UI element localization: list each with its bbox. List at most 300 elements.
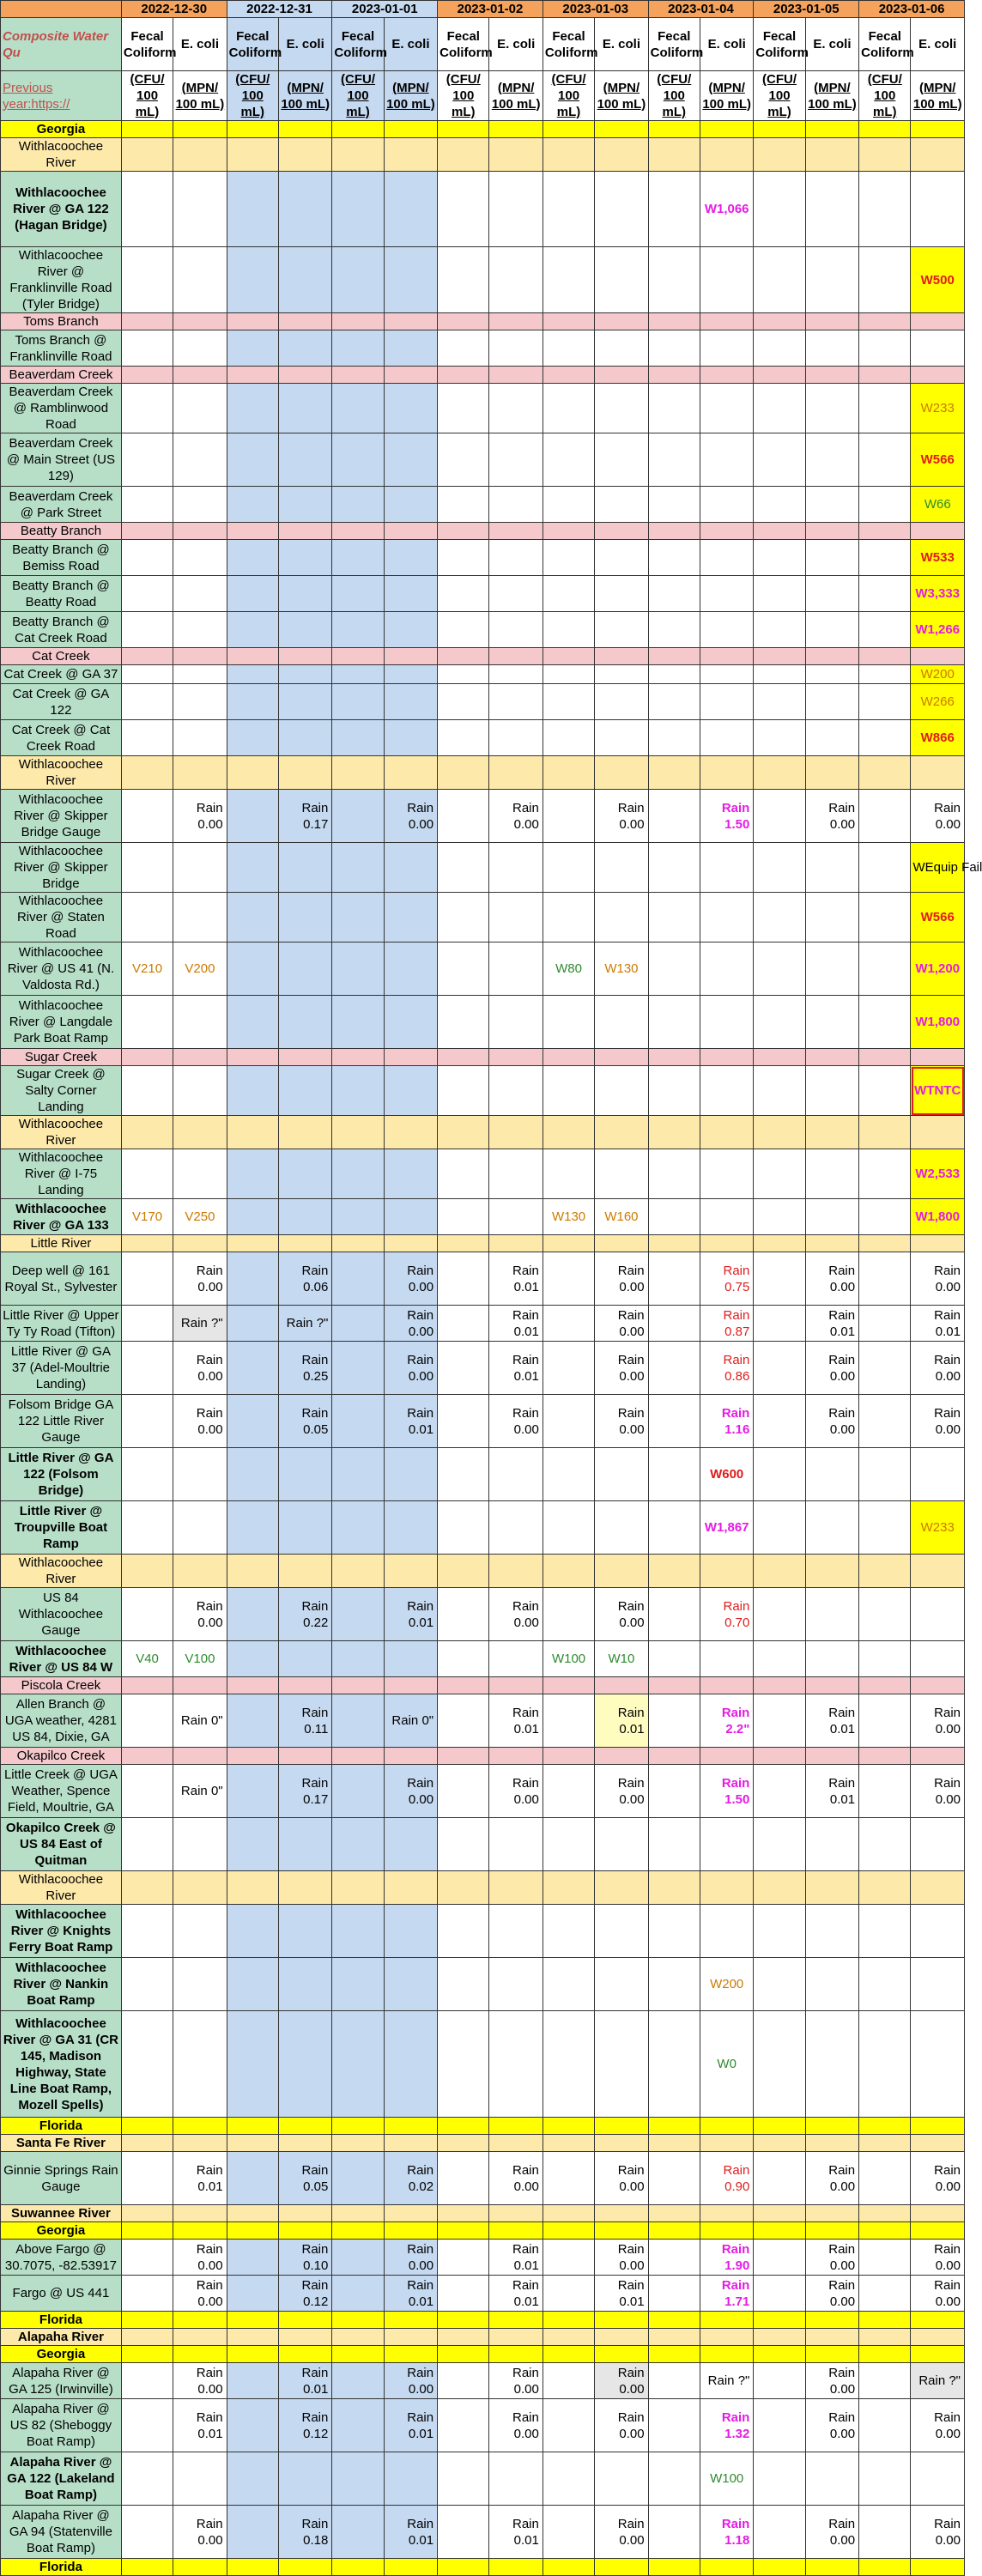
data-cell	[805, 367, 858, 384]
data-cell	[438, 1235, 489, 1252]
data-cell	[700, 330, 753, 367]
data-cell	[438, 2135, 489, 2152]
data-cell	[543, 2312, 594, 2329]
data-cell	[173, 1066, 227, 1116]
rain-value: Rain 0.00	[173, 1252, 227, 1306]
creek-row	[1, 648, 965, 665]
data-cell	[384, 523, 437, 540]
data-cell	[648, 1448, 700, 1501]
data-cell	[384, 996, 437, 1049]
data-cell	[332, 2205, 384, 2222]
data-cell	[384, 1116, 437, 1149]
site-label: Above Fargo @ 30.7075, -82.53917	[1, 2240, 122, 2276]
data-cell	[173, 523, 227, 540]
rain-value: Rain 0.00	[384, 2363, 437, 2399]
data-cell	[121, 2118, 173, 2135]
site-row	[1, 487, 965, 523]
unit-mpn: (MPN/ 100 mL)	[595, 71, 648, 121]
data-cell	[543, 2222, 594, 2240]
e-coli-header: E. coli	[911, 18, 965, 71]
data-cell	[227, 1871, 278, 1905]
data-cell	[805, 2222, 858, 2240]
data-cell	[859, 2312, 911, 2329]
rain-value: Rain 0.00	[911, 1694, 965, 1748]
data-cell	[227, 1342, 278, 1395]
data-cell	[489, 2346, 543, 2363]
data-cell	[754, 1066, 805, 1116]
data-cell	[173, 2135, 227, 2152]
rain-value: Rain 0.00	[805, 790, 858, 843]
rain-value: Rain 1.71	[700, 2276, 753, 2312]
data-cell	[438, 996, 489, 1049]
data-cell	[859, 943, 911, 996]
sample-value: V250	[173, 1199, 227, 1235]
rain-value: Rain 1.16	[700, 1395, 753, 1448]
data-cell	[859, 2135, 911, 2152]
data-cell	[384, 313, 437, 330]
data-cell	[754, 1252, 805, 1306]
data-cell	[754, 121, 805, 138]
rain-value: Rain 0.01	[595, 2276, 648, 2312]
site-row	[1, 1818, 965, 1871]
data-cell	[121, 1958, 173, 2011]
data-cell	[595, 487, 648, 523]
data-cell	[754, 2222, 805, 2240]
data-cell	[173, 121, 227, 138]
data-cell	[227, 2312, 278, 2329]
rain-value: Rain 0.00	[911, 790, 965, 843]
data-cell	[648, 943, 700, 996]
data-cell	[754, 1448, 805, 1501]
data-cell	[438, 1252, 489, 1306]
data-cell	[911, 2011, 965, 2118]
data-cell	[595, 247, 648, 313]
data-cell	[489, 384, 543, 433]
data-cell	[332, 1765, 384, 1818]
data-cell	[173, 1555, 227, 1588]
data-cell	[489, 2118, 543, 2135]
data-cell	[859, 1306, 911, 1342]
data-cell	[595, 523, 648, 540]
data-cell	[121, 720, 173, 756]
data-cell	[754, 1958, 805, 2011]
data-cell	[754, 433, 805, 487]
site-row	[1, 1448, 965, 1501]
data-cell	[278, 2135, 331, 2152]
data-cell	[332, 540, 384, 576]
rain-value: Rain 0"	[384, 1694, 437, 1748]
data-cell	[332, 1641, 384, 1677]
data-cell	[543, 313, 594, 330]
data-cell	[384, 138, 437, 172]
data-cell	[121, 247, 173, 313]
data-cell	[754, 1905, 805, 1958]
data-cell	[384, 612, 437, 648]
data-cell	[648, 2240, 700, 2276]
data-cell	[859, 330, 911, 367]
data-cell	[489, 2559, 543, 2576]
data-cell	[384, 433, 437, 487]
rain-value: Rain 1.18	[700, 2506, 753, 2559]
data-cell	[805, 433, 858, 487]
data-cell	[700, 2205, 753, 2222]
site-row	[1, 1252, 965, 1306]
data-cell	[805, 2011, 858, 2118]
data-cell	[754, 2399, 805, 2452]
sample-value: W600	[700, 1448, 753, 1501]
data-cell	[859, 2452, 911, 2506]
data-cell	[384, 1871, 437, 1905]
rain-value: Rain 0.01	[489, 2276, 543, 2312]
data-cell	[700, 367, 753, 384]
fecal-coliform-header: Fecal Coliform	[332, 18, 384, 71]
data-cell	[805, 1448, 858, 1501]
data-cell	[595, 2135, 648, 2152]
data-cell	[173, 247, 227, 313]
data-cell	[805, 1641, 858, 1677]
data-cell	[332, 2240, 384, 2276]
data-cell	[227, 1748, 278, 1765]
data-cell	[754, 2135, 805, 2152]
creek-row	[1, 313, 965, 330]
data-cell	[489, 2135, 543, 2152]
data-cell	[648, 2452, 700, 2506]
data-cell	[278, 893, 331, 943]
data-cell	[227, 1501, 278, 1555]
rain-value: Rain 0.00	[805, 1342, 858, 1395]
sample-value: W200	[911, 665, 965, 684]
data-cell	[227, 2346, 278, 2363]
sample-value: W566	[911, 433, 965, 487]
data-cell	[278, 1905, 331, 1958]
data-cell	[648, 843, 700, 893]
data-cell	[278, 612, 331, 648]
data-cell	[595, 2222, 648, 2240]
creek-row	[1, 1748, 965, 1765]
data-cell	[543, 2452, 594, 2506]
data-cell	[438, 2118, 489, 2135]
data-cell	[595, 138, 648, 172]
previous-year-link[interactable]: Previous year:https://	[1, 71, 122, 121]
data-cell	[543, 2363, 594, 2399]
data-cell	[173, 487, 227, 523]
e-coli-header: E. coli	[173, 18, 227, 71]
data-cell	[489, 1871, 543, 1905]
data-cell	[227, 2276, 278, 2312]
data-cell	[121, 612, 173, 648]
data-cell	[648, 2118, 700, 2135]
column-header-row	[1, 18, 965, 71]
data-cell	[227, 1448, 278, 1501]
data-cell	[543, 2506, 594, 2559]
data-cell	[227, 2118, 278, 2135]
unit-mpn: (MPN/ 100 mL)	[700, 71, 753, 121]
data-cell	[332, 612, 384, 648]
data-cell	[438, 1199, 489, 1235]
data-cell	[543, 576, 594, 612]
site-label: Withlacoochee River @ Skipper Bridge	[1, 843, 122, 893]
data-cell	[489, 1235, 543, 1252]
data-cell	[489, 247, 543, 313]
data-cell	[648, 121, 700, 138]
site-label: Cat Creek @ GA 37	[1, 665, 122, 684]
data-cell	[278, 367, 331, 384]
data-cell	[438, 1905, 489, 1958]
data-cell	[911, 1748, 965, 1765]
data-cell	[648, 2312, 700, 2329]
data-cell	[648, 2559, 700, 2576]
data-cell	[543, 1555, 594, 1588]
data-cell	[438, 756, 489, 790]
data-cell	[278, 1149, 331, 1199]
data-cell	[648, 1748, 700, 1765]
data-cell	[384, 2312, 437, 2329]
data-cell	[332, 523, 384, 540]
site-label: Okapilco Creek @ US 84 East of Quitman	[1, 1818, 122, 1871]
data-cell	[648, 138, 700, 172]
data-cell	[438, 648, 489, 665]
data-cell	[595, 330, 648, 367]
data-cell	[121, 2222, 173, 2240]
data-cell	[227, 1149, 278, 1199]
data-cell	[700, 612, 753, 648]
data-cell	[648, 893, 700, 943]
rain-value: Rain 0.01	[911, 1306, 965, 1342]
data-cell	[754, 790, 805, 843]
data-cell	[332, 943, 384, 996]
data-cell	[173, 2205, 227, 2222]
data-cell	[911, 2135, 965, 2152]
data-cell	[859, 172, 911, 247]
data-cell	[173, 1818, 227, 1871]
rain-value: Rain 0.00	[384, 1765, 437, 1818]
fecal-coliform-header: Fecal Coliform	[648, 18, 700, 71]
data-cell	[332, 1235, 384, 1252]
data-cell	[543, 138, 594, 172]
data-cell	[754, 1555, 805, 1588]
sample-value: W1,266	[911, 612, 965, 648]
rain-value: Rain 0.00	[805, 2276, 858, 2312]
data-cell	[859, 1748, 911, 1765]
data-cell	[227, 1818, 278, 1871]
data-cell	[543, 756, 594, 790]
site-row	[1, 1765, 965, 1818]
site-row	[1, 384, 965, 433]
data-cell	[543, 523, 594, 540]
data-cell	[438, 1765, 489, 1818]
data-cell	[489, 612, 543, 648]
data-cell	[700, 1641, 753, 1677]
data-cell	[543, 684, 594, 720]
data-cell	[911, 1555, 965, 1588]
data-cell	[805, 1958, 858, 2011]
data-cell	[648, 523, 700, 540]
rain-value: Rain 0.00	[489, 790, 543, 843]
site-row	[1, 893, 965, 943]
data-cell	[859, 540, 911, 576]
data-cell	[700, 1235, 753, 1252]
site-row	[1, 720, 965, 756]
data-cell	[859, 576, 911, 612]
data-cell	[648, 756, 700, 790]
data-cell	[438, 1342, 489, 1395]
data-cell	[438, 121, 489, 138]
data-cell	[227, 1677, 278, 1694]
data-cell	[227, 523, 278, 540]
data-cell	[700, 1116, 753, 1149]
data-cell	[438, 367, 489, 384]
rain-value: Rain 0.00	[595, 790, 648, 843]
data-cell	[121, 1765, 173, 1818]
data-cell	[121, 1049, 173, 1066]
data-cell	[489, 648, 543, 665]
data-cell	[700, 433, 753, 487]
data-cell	[911, 756, 965, 790]
site-label: Fargo @ US 441	[1, 2276, 122, 2312]
data-cell	[859, 121, 911, 138]
site-label: Little River @ GA 122 (Folsom Bridge)	[1, 1448, 122, 1501]
creek-row	[1, 1049, 965, 1066]
data-cell	[543, 1395, 594, 1448]
data-cell	[859, 367, 911, 384]
rain-value: Rain 0.01	[173, 2399, 227, 2452]
data-cell	[648, 1555, 700, 1588]
site-label: Beaverdam Creek @ Main Street (US 129)	[1, 433, 122, 487]
data-cell	[754, 1588, 805, 1641]
rain-value: Rain 0.01	[278, 2363, 331, 2399]
data-cell	[805, 1116, 858, 1149]
data-cell	[227, 1694, 278, 1748]
data-cell	[173, 2559, 227, 2576]
data-cell	[648, 1342, 700, 1395]
rain-value: Rain 0"	[173, 1765, 227, 1818]
data-cell	[438, 487, 489, 523]
rain-value: Rain 0.10	[278, 2240, 331, 2276]
data-cell	[332, 367, 384, 384]
data-cell	[805, 576, 858, 612]
data-cell	[121, 172, 173, 247]
data-cell	[332, 2135, 384, 2152]
data-cell	[543, 1905, 594, 1958]
data-cell	[648, 648, 700, 665]
rain-value: Rain 1.50	[700, 790, 753, 843]
creek-row	[1, 367, 965, 384]
data-cell	[543, 540, 594, 576]
data-cell	[700, 665, 753, 684]
data-cell	[489, 330, 543, 367]
data-cell	[911, 1677, 965, 1694]
data-cell	[805, 996, 858, 1049]
site-label: Withlacoochee River @ Langdale Park Boat Ramp	[1, 996, 122, 1049]
site-row	[1, 1958, 965, 2011]
data-cell	[332, 1395, 384, 1448]
data-cell	[805, 665, 858, 684]
data-cell	[859, 684, 911, 720]
data-cell	[754, 1871, 805, 1905]
data-cell	[384, 384, 437, 433]
data-cell	[278, 138, 331, 172]
data-cell	[805, 487, 858, 523]
data-cell	[438, 2363, 489, 2399]
data-cell	[384, 121, 437, 138]
data-cell	[384, 943, 437, 996]
data-cell	[121, 996, 173, 1049]
data-cell	[754, 1641, 805, 1677]
data-cell	[648, 540, 700, 576]
data-cell	[543, 1958, 594, 2011]
site-row	[1, 540, 965, 576]
data-cell	[543, 648, 594, 665]
data-cell	[278, 330, 331, 367]
data-cell	[754, 2152, 805, 2205]
data-cell	[805, 893, 858, 943]
data-cell	[859, 843, 911, 893]
data-cell	[438, 612, 489, 648]
date-header: 2022-12-31	[227, 1, 332, 18]
data-cell	[859, 648, 911, 665]
data-cell	[278, 1748, 331, 1765]
data-cell	[754, 612, 805, 648]
data-cell	[754, 1748, 805, 1765]
data-cell	[805, 1049, 858, 1066]
data-cell	[595, 1871, 648, 1905]
river-label: Alapaha River	[1, 2329, 122, 2346]
data-cell	[489, 576, 543, 612]
data-cell	[859, 1694, 911, 1748]
data-cell	[543, 2399, 594, 2452]
data-cell	[859, 2222, 911, 2240]
data-cell	[489, 756, 543, 790]
rain-value: Rain ?"	[911, 2363, 965, 2399]
site-row	[1, 1694, 965, 1748]
site-label: Beaverdam Creek @ Ramblinwood Road	[1, 384, 122, 433]
site-label: Withlacoochee River @ GA 122 (Hagan Bridge)	[1, 172, 122, 247]
data-cell	[332, 2329, 384, 2346]
data-cell	[543, 2118, 594, 2135]
data-cell	[121, 2276, 173, 2312]
data-cell	[173, 1149, 227, 1199]
data-cell	[438, 2152, 489, 2205]
data-cell	[438, 1501, 489, 1555]
data-cell	[227, 612, 278, 648]
rain-value: Rain 0.00	[595, 1395, 648, 1448]
data-cell	[332, 2506, 384, 2559]
rain-value: Rain ?"	[700, 2363, 753, 2399]
data-cell	[438, 523, 489, 540]
river-label: Little River	[1, 1235, 122, 1252]
data-cell	[227, 1066, 278, 1116]
data-cell	[859, 790, 911, 843]
data-cell	[438, 2222, 489, 2240]
data-cell	[700, 2312, 753, 2329]
data-cell	[332, 247, 384, 313]
e-coli-header: E. coli	[489, 18, 543, 71]
data-cell	[859, 2559, 911, 2576]
data-cell	[700, 648, 753, 665]
data-cell	[384, 1149, 437, 1199]
data-cell	[859, 1555, 911, 1588]
site-label: Beaverdam Creek @ Park Street	[1, 487, 122, 523]
creek-row	[1, 523, 965, 540]
data-cell	[278, 1501, 331, 1555]
river-label: Withlacoochee River	[1, 1116, 122, 1149]
site-row	[1, 1199, 965, 1235]
data-cell	[121, 2399, 173, 2452]
data-cell	[278, 433, 331, 487]
data-cell	[543, 1694, 594, 1748]
rain-value: Rain 0.00	[595, 1588, 648, 1641]
data-cell	[489, 2011, 543, 2118]
